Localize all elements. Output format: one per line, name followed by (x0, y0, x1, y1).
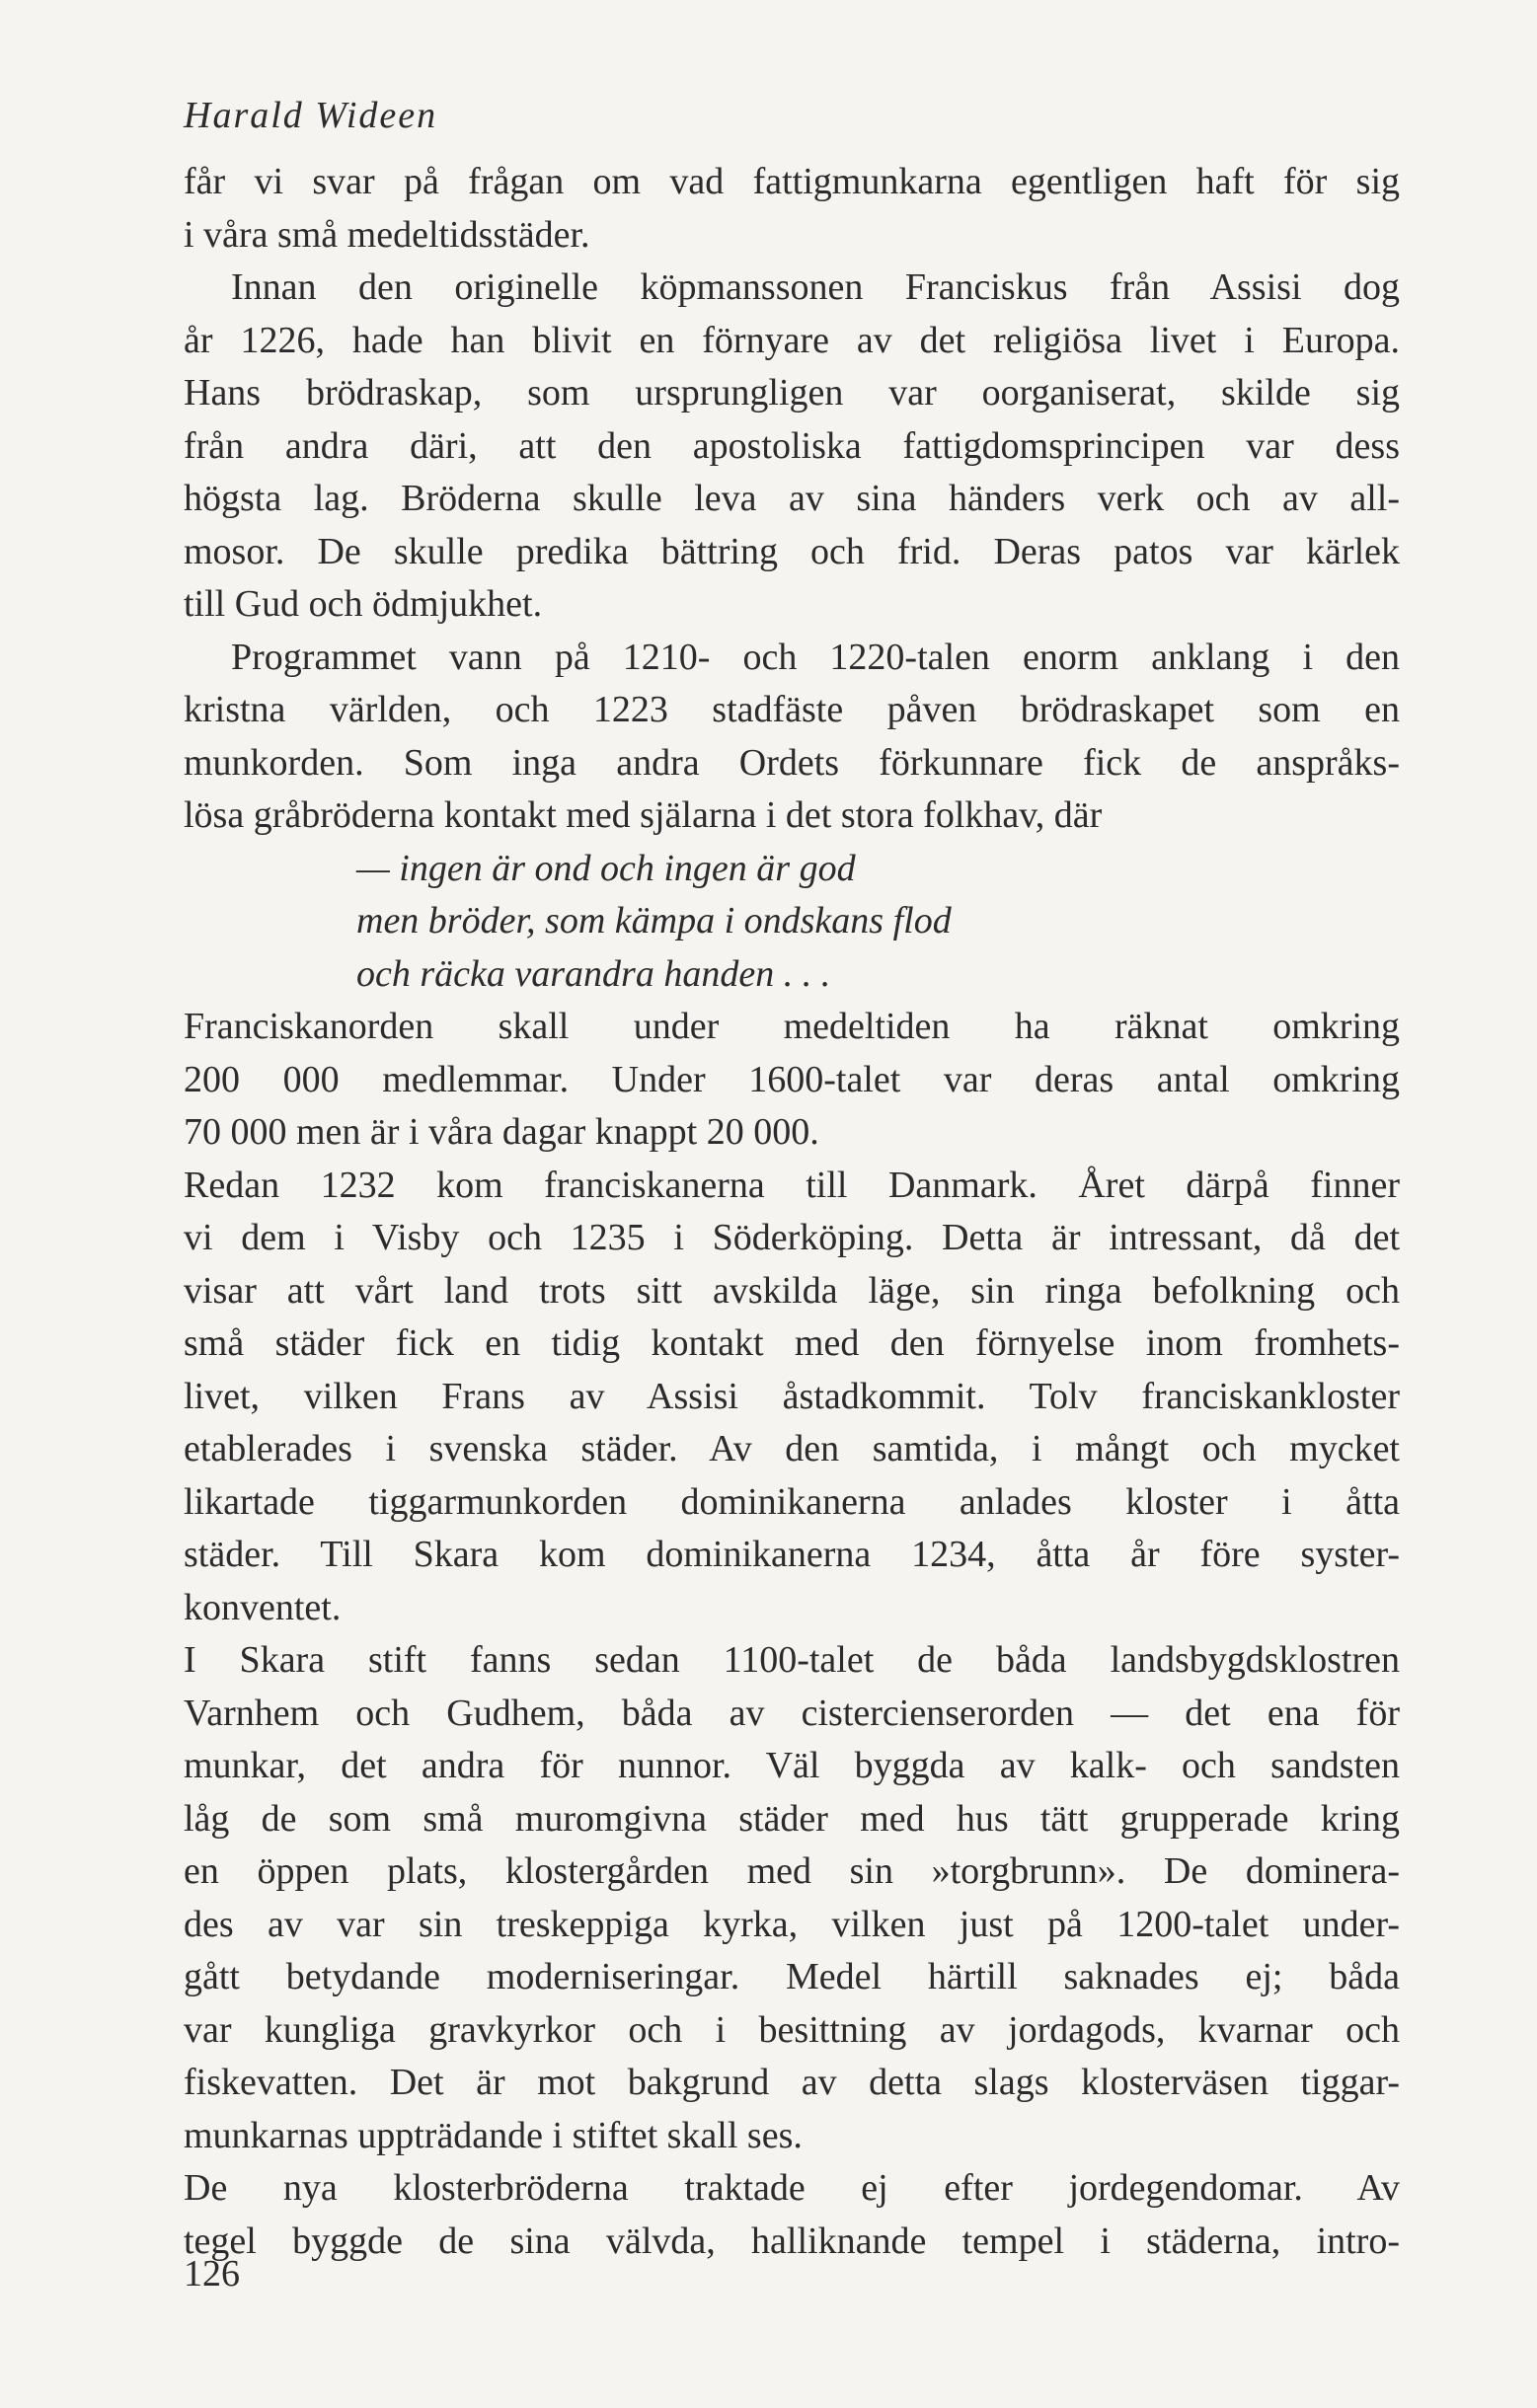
text-line: Varnhem och Gudhem, båda av cistercienserorden — det ena för (184, 1692, 1400, 1734)
text-line: fiskevatten. Det är mot bakgrund av detta slags klosterväsen tiggar- (184, 2062, 1400, 2103)
verse-quotation (356, 843, 1400, 1002)
text-line: Programmet vann på 1210- och 1220-talen enorm anklang i den (231, 636, 1400, 678)
text-line: livet, vilken Frans av Assisi åstadkommit. Tolv franciskankloster (184, 1375, 1400, 1417)
text-line: De nya klosterbröderna traktade ej efter jordegendomar. Av (184, 2167, 1400, 2209)
paragraph-4 (184, 1001, 1400, 1160)
text-line: Redan 1232 kom franciskanerna till Danmark. Året därpå finner (184, 1164, 1400, 1206)
text-line: visar att vårt land trots sitt avskilda läge, sin ringa befolkning och (184, 1269, 1400, 1312)
text-line: likartade tiggarmunkorden dominikanerna anlades kloster i åtta (184, 1480, 1400, 1523)
text-line: städer. Till Skara kom dominikanerna 1234, åtta år före syster- (184, 1534, 1400, 1575)
text-line: Innan den originelle köpmanssonen Franciskus från Assisi dog (231, 266, 1400, 308)
text-line: var kungliga gravkyrkor och i besittning av jordagods, kvarnar och (184, 2008, 1400, 2051)
text-line: Franciskanorden skall under medeltiden ha räknat omkring (184, 1006, 1400, 1047)
text-line: mosor. De skulle predika bättring och frid. Deras patos var kärlek (184, 530, 1400, 572)
text-line: små städer fick en tidig kontakt med den förnyelse inom fromhets- (184, 1322, 1400, 1364)
text-line: får vi svar på frågan om vad fattigmunkarna egentligen haft för sig (184, 161, 1400, 202)
text-line: munkorden. Som inga andra Ordets förkunnare fick de anspråks- (184, 741, 1400, 784)
paragraph-5 (184, 1160, 1400, 1635)
text-line: från andra däri, att den apostoliska fattigdomsprincipen var dess (184, 424, 1400, 467)
text-line: 70 000 men är i våra dagar knappt 20 000. (184, 1111, 819, 1153)
text-line: år 1226, hade han blivit en förnyare av det religiösa livet i Europa. (184, 319, 1400, 361)
text-line: des av var sin treskeppiga kyrka, vilken just på 1200-talet under- (184, 1903, 1400, 1945)
text-line: konventet. (184, 1586, 342, 1628)
running-head: Harald Wideen (184, 95, 438, 136)
text-line: etablerades i svenska städer. Av den samtida, i mångt och mycket (184, 1428, 1400, 1469)
text-line: 200 000 medlemmar. Under 1600-talet var deras antal omkring (184, 1058, 1400, 1100)
text-line: högsta lag. Bröderna skulle leva av sina händers verk och av all- (184, 478, 1400, 519)
page-number: 126 (184, 2253, 240, 2295)
verse-line: men bröder, som kämpa i ondskans flod (356, 900, 952, 941)
text-line: vi dem i Visby och 1235 i Söderköping. Detta är intressant, då det (184, 1217, 1400, 1258)
text-column (184, 89, 1400, 2268)
paragraph-6 (184, 1634, 1400, 2162)
text-line: munkarnas uppträdande i stiftet skall ses. (184, 2114, 803, 2156)
verse-line: och räcka varandra handen . . . (356, 952, 831, 995)
paragraph-2 (184, 262, 1400, 632)
text-line: låg de som små muromgivna städer med hus tätt grupperade kring (184, 1797, 1400, 1840)
text-line: I Skara stift fanns sedan 1100-talet de båda landsbygdsklostren (184, 1639, 1400, 1681)
paragraph-3 (184, 632, 1400, 843)
text-line: munkar, det andra för nunnor. Väl byggda av kalk- och sandsten (184, 1745, 1400, 1786)
text-line: kristna världen, och 1223 stadfäste påven brödraskapet som en (184, 689, 1400, 730)
verse-line: — ingen är ond och ingen är god (356, 847, 856, 889)
paragraph-1 (184, 156, 1400, 262)
text-line: i våra små medeltidsstäder. (184, 213, 590, 256)
paragraph-7 (184, 2162, 1400, 2268)
text-line: lösa gråbröderna kontakt med själarna i det stora folkhav, där (184, 794, 1103, 836)
text-line: en öppen plats, klostergården med sin »torgbrunn». De dominera- (184, 1850, 1400, 1892)
text-line: gått betydande moderniseringar. Medel härtill saknades ej; båda (184, 1956, 1400, 1997)
text-line: till Gud och ödmjukhet. (184, 583, 543, 625)
text-line: tegel byggde de sina välvda, halliknande tempel i städerna, intro- (184, 2220, 1400, 2262)
text-line: Hans brödraskap, som ursprungligen var oorganiserat, skilde sig (184, 372, 1400, 414)
